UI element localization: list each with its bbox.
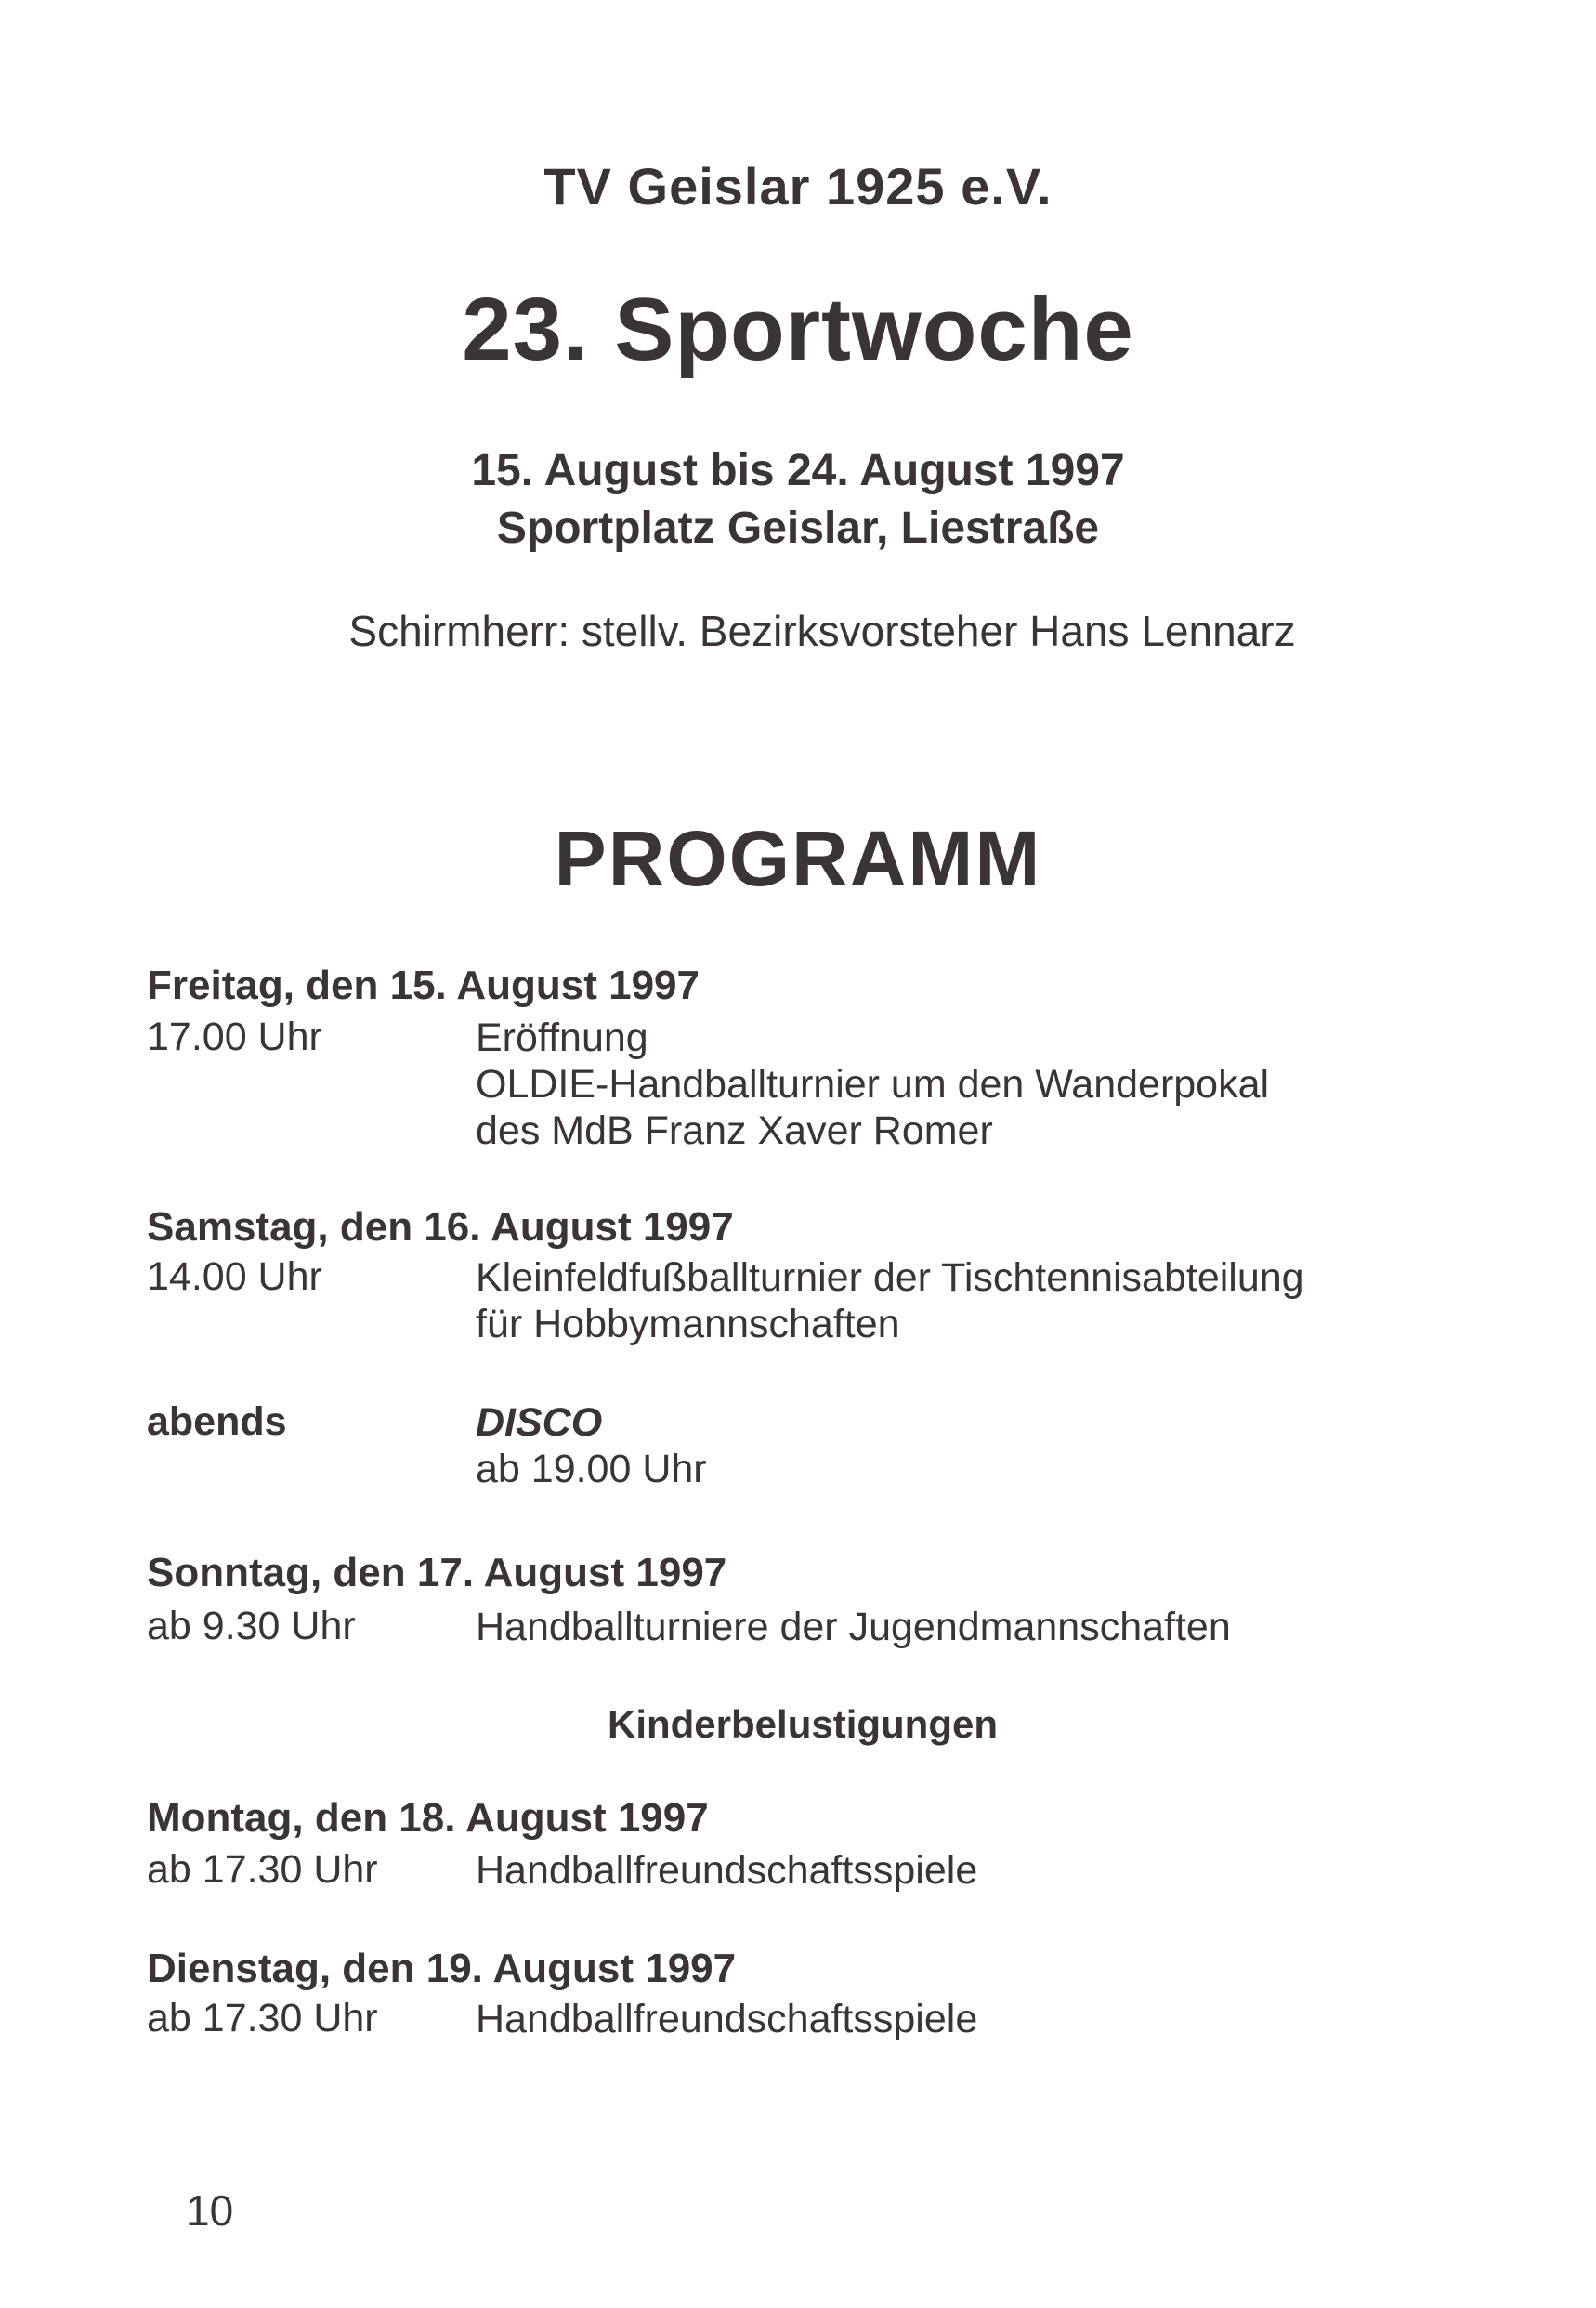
desc-line: Handballturniere der Jugendmannschaften (476, 1605, 1231, 1649)
time-tuesday-1: ab 17.30 Uhr (147, 1996, 378, 2040)
time-friday-1: 17.00 Uhr (147, 1015, 322, 1059)
time-saturday-1: 14.00 Uhr (147, 1254, 322, 1299)
day-heading-sunday: Sonntag, den 17. August 1997 (147, 1550, 727, 1595)
desc-line: Eröffnung (476, 1016, 648, 1060)
patron-line: Schirmherr: stellv. Bezirksvorsteher Hans Lennarz (348, 607, 1296, 655)
club-name: TV Geislar 1925 e.V. (543, 157, 1053, 216)
program-heading: PROGRAMM (554, 815, 1042, 902)
desc-line: ab 19.00 Uhr (476, 1447, 707, 1491)
date-range: 15. August bis 24. August 1997 (471, 446, 1125, 495)
time-sunday-1: ab 9.30 Uhr (147, 1604, 356, 1648)
desc-line: für Hobbymannschaften (476, 1302, 900, 1346)
event-details (0, 442, 1596, 557)
venue: Sportplatz Geislar, Liestraße (496, 504, 1100, 553)
day-heading-friday: Freitag, den 15. August 1997 (147, 963, 700, 1008)
desc-friday-1 (476, 1015, 1269, 1154)
day-heading-tuesday: Dienstag, den 19. August 1997 (147, 1946, 737, 1991)
event-title: 23. Sportwoche (462, 280, 1134, 379)
day-heading-saturday: Samstag, den 16. August 1997 (147, 1204, 734, 1250)
desc-line: Handballfreundschaftsspiele (476, 1848, 978, 1893)
desc-line: Handballfreundschaftsspiele (476, 1997, 978, 2041)
desc-saturday-2 (476, 1399, 707, 1492)
children-activities-note: Kinderbelustigungen (608, 1702, 998, 1746)
page-number: 10 (186, 2186, 234, 2235)
day-heading-monday: Montag, den 18. August 1997 (147, 1795, 709, 1841)
desc-sunday-1 (476, 1604, 1231, 1650)
desc-line: des MdB Franz Xaver Romer (476, 1108, 993, 1153)
time-saturday-2: abends (147, 1399, 287, 1444)
desc-tuesday-1 (476, 1996, 977, 2042)
desc-monday-1 (476, 1847, 977, 1894)
desc-saturday-1 (476, 1254, 1304, 1347)
disco-label: DISCO (476, 1400, 603, 1445)
desc-line: OLDIE-Handballturnier um den Wanderpokal (476, 1062, 1270, 1107)
desc-line: Kleinfeldfußballturnier der Tischtennisabteilung (476, 1255, 1304, 1300)
time-monday-1: ab 17.30 Uhr (147, 1847, 378, 1892)
